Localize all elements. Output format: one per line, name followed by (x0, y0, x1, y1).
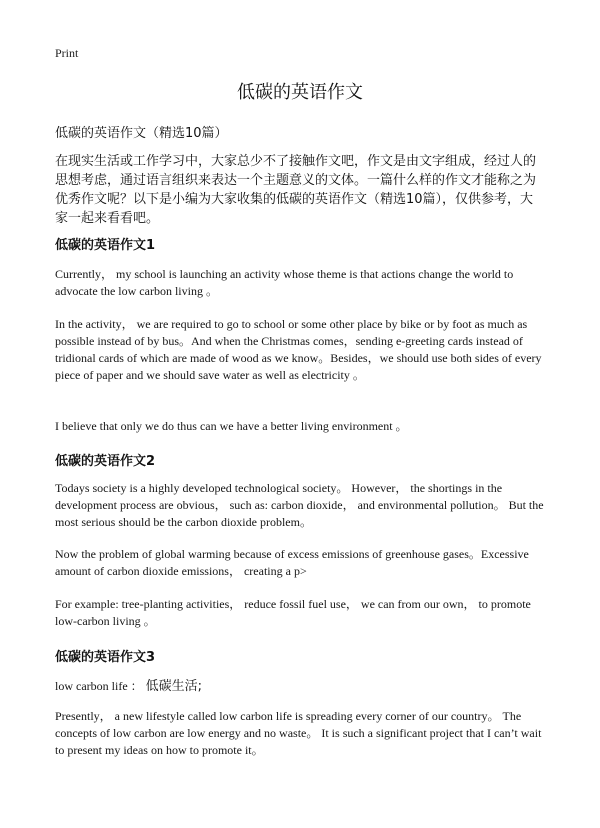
section-2-paragraph-3: For example: tree-planting activities， reduce fossil fuel use， we can from our own， to promote low-carbon living 。 (55, 597, 531, 628)
section-2-paragraph-2: Now the problem of global warming because of excess emissions of greenhouse gases。Excessive amount of carbon dioxide emissions， creating a p> (55, 547, 529, 578)
document-subtitle: 低碳的英语作文（精选10篇） (55, 126, 228, 141)
section-heading-2: 低碳的英语作文2 (55, 454, 156, 469)
term-chinese: 低碳生活; (145, 679, 203, 694)
section-heading-1: 低碳的英语作文1 (55, 238, 156, 253)
page-title: 低碳的英语作文 (237, 82, 363, 103)
section-1-paragraph-1: Currently， my school is launching an activity whose theme is that actions change the world to advocate the low carbon living 。 (55, 267, 514, 298)
section-1-paragraph-3: I believe that only we do thus can we have a better living environment 。 (55, 419, 408, 433)
section-3-paragraph-1: Presently， a new lifestyle called low carbon life is spreading every corner of our country。 The concepts of low carbon are low energy and no waste。 It is such a significant project that I can’t wait to present my ideas on how to promote it。 (55, 709, 542, 757)
section-3-term-line (55, 678, 545, 695)
intro-paragraph: 在现实生活或工作学习中，大家总少不了接触作文吧，作文是由文字组成，经过人的思想考虑，通过语言组织来表达一个主题意义的文体。一篇什么样的作文才能称之为优秀作文呢？以下是小编为大家收集的低碳的英语作文（精选10篇），仅供参考，大家一起来看看吧。 (55, 154, 537, 226)
print-link[interactable]: Print (55, 46, 79, 60)
section-heading-3: 低碳的英语作文3 (55, 650, 156, 665)
section-2-paragraph-1: Todays society is a highly developed technological society。 However， the shortings in the development process are obvious， such as: carbon dioxide， and environmental pollution。 But the most serious should be the carbon dioxide problem。 (55, 481, 544, 529)
term-english: low carbon life ： (55, 679, 143, 693)
section-1-paragraph-2: In the activity， we are required to go to school or some other place by bike or by foot as much as possible instead of by bus。And when the Christmas comes，sending e-greeting cards instead of tridional cards of which are made of wood as we know。Besides，we should use both sides of every piece of paper and we should save water as well as electricity 。 (55, 317, 542, 382)
